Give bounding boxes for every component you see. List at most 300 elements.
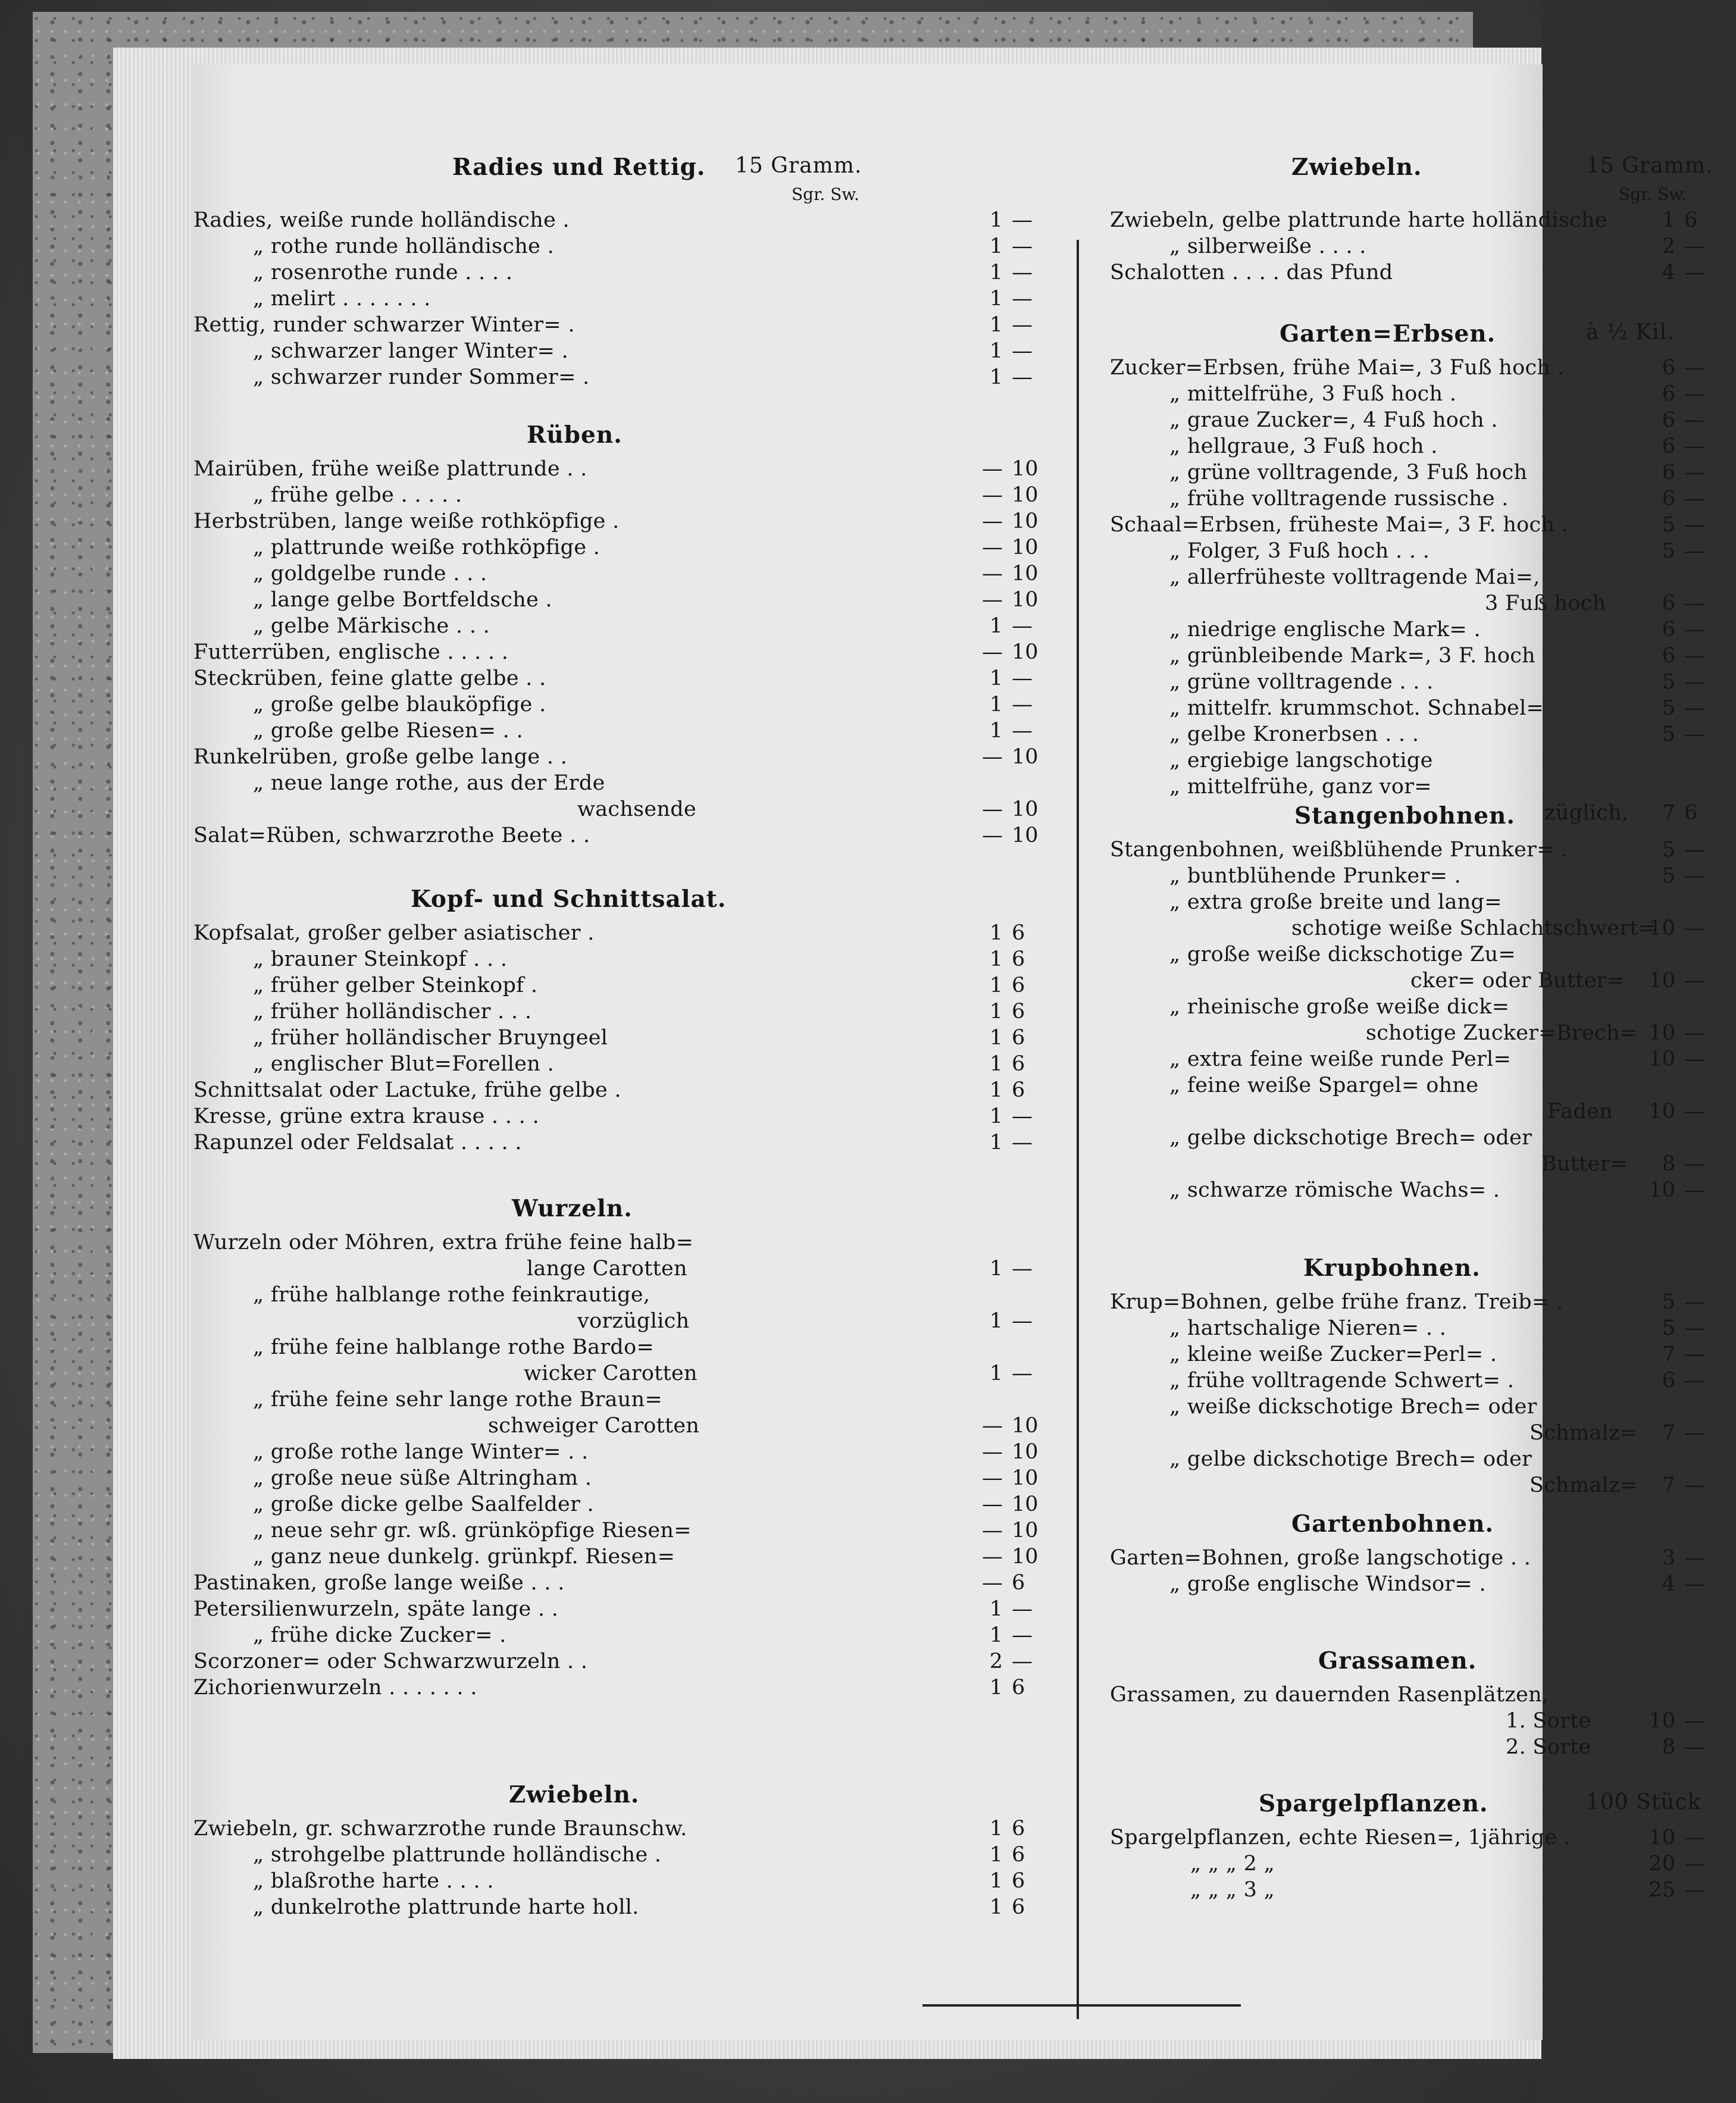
price-sw: 10 — [1012, 536, 1039, 559]
list-item — [193, 639, 1074, 666]
price-sgr: 1 — [989, 287, 1003, 311]
list-item — [1110, 994, 1736, 1021]
price-sgr: — — [982, 1519, 1003, 1542]
price-sgr: 1 — [989, 1362, 1003, 1385]
item-label: „ „ „ 3 „ — [1190, 1878, 1275, 1902]
item-label: züglich, — [1544, 801, 1629, 825]
list-item — [1110, 1177, 1736, 1204]
price-sw: — — [1684, 1021, 1705, 1045]
price-sgr: — — [982, 588, 1003, 612]
list-item — [193, 1570, 1074, 1597]
list-item — [1110, 207, 1736, 234]
price-sgr: 6 — [1662, 356, 1675, 380]
price-sgr: 1 — [989, 1257, 1003, 1281]
price-sw: 6 — [1012, 1895, 1025, 1919]
price-sw: — — [1684, 487, 1705, 511]
list-item — [193, 1360, 1074, 1387]
list-item — [1110, 590, 1736, 617]
item-label: „ weiße dickschotige Brech= oder — [1169, 1395, 1537, 1419]
price-sw: 6 — [1012, 1843, 1025, 1867]
price-sw: — — [1684, 1735, 1705, 1759]
price-sgr: 7 — [1662, 801, 1675, 825]
price-sgr: 6 — [1662, 487, 1675, 511]
price-sw: — — [1684, 670, 1705, 694]
price-sgr: 1 — [989, 693, 1003, 716]
price-sw: — — [1012, 1597, 1033, 1621]
item-label: Kresse, grüne extra krause . . . . — [193, 1104, 540, 1128]
list-item — [1110, 1151, 1736, 1178]
price-sw: — — [1012, 614, 1033, 638]
list-item — [193, 338, 1074, 365]
item-label: „ gelbe dickschotige Brech= oder — [1169, 1126, 1532, 1150]
item-label: Futterrüben, englische . . . . . — [193, 640, 509, 664]
price-sgr: 1 — [989, 1869, 1003, 1893]
list-item — [193, 822, 1074, 849]
list-item — [193, 946, 1074, 973]
list-item — [193, 482, 1074, 509]
price-sgr: 1 — [1662, 208, 1675, 232]
section-heading: Krupbohnen. — [1303, 1254, 1481, 1282]
price-sgr: — — [982, 483, 1003, 507]
item-label: „ große rothe lange Winter= . . — [253, 1440, 589, 1464]
list-item — [193, 1077, 1074, 1104]
list-item — [193, 456, 1074, 483]
price-sgr: 6 — [1662, 592, 1675, 615]
price-sgr: 6 — [1662, 434, 1675, 458]
price-sw: 6 — [1012, 1052, 1025, 1076]
list-item — [193, 744, 1074, 771]
item-label: Schnittsalat oder Lactuke, frühe gelbe . — [193, 1078, 621, 1102]
list-item — [193, 1622, 1074, 1649]
list-item — [1110, 1825, 1736, 1851]
price-sgr: 5 — [1662, 1316, 1675, 1340]
price-sgr: — — [982, 1440, 1003, 1464]
list-item — [1110, 1020, 1736, 1047]
item-label: „ brauner Steinkopf . . . — [253, 947, 508, 971]
list-item — [1110, 616, 1736, 643]
price-sgr: 25 — [1649, 1878, 1675, 1902]
list-item — [1110, 459, 1736, 486]
list-item — [193, 665, 1074, 692]
item-label: „ silberweiße . . . . — [1169, 234, 1366, 258]
list-item — [193, 1675, 1074, 1701]
price-sgr: 5 — [1662, 838, 1675, 862]
item-label: schotige Zucker=Brech= — [1366, 1021, 1638, 1045]
price-sw: — — [1012, 1131, 1033, 1154]
list-item — [1110, 486, 1736, 512]
price-sgr: — — [982, 1466, 1003, 1490]
price-sw: — — [1684, 234, 1705, 258]
price-sgr: 1 — [989, 1895, 1003, 1919]
section-heading: Radies und Rettig. — [452, 154, 706, 181]
list-item — [193, 259, 1074, 286]
list-item — [1110, 1125, 1736, 1151]
price-sgr: 5 — [1662, 722, 1675, 746]
price-sw: — — [1012, 287, 1033, 311]
price-sw: 6 — [1012, 1026, 1025, 1050]
price-sw: — — [1684, 261, 1705, 284]
price-sw: — — [1012, 1650, 1033, 1673]
list-item — [1110, 643, 1736, 669]
list-item — [193, 613, 1074, 640]
list-item — [1110, 407, 1736, 434]
price-sw: — — [1684, 696, 1705, 720]
item-label: Rapunzel oder Feldsalat . . . . . — [193, 1131, 522, 1154]
item-label: „ große weiße dickschotige Zu= — [1169, 943, 1516, 966]
price-sgr: 1 — [989, 921, 1003, 945]
price-sw: — — [1684, 1473, 1705, 1497]
price-sgr: 7 — [1662, 1342, 1675, 1366]
item-label: Schaal=Erbsen, früheste Mai=, 3 F. hoch . — [1110, 513, 1569, 537]
item-label: „ große neue süße Altringham . — [253, 1466, 592, 1490]
list-item — [1110, 889, 1736, 916]
list-item — [1110, 1877, 1736, 1904]
item-label: „ grüne volltragende, 3 Fuß hoch — [1169, 461, 1528, 484]
price-sw: — — [1012, 339, 1033, 363]
price-sw: — — [1684, 539, 1705, 563]
item-label: „ mittelfrühe, ganz vor= — [1169, 775, 1432, 799]
price-sgr: 1 — [989, 1843, 1003, 1867]
price-sgr: — — [982, 745, 1003, 769]
price-sgr: 5 — [1662, 670, 1675, 694]
price-sw: — — [1684, 1100, 1705, 1124]
list-item — [1110, 1734, 1736, 1761]
item-label: „ niedrige englische Mark= . — [1169, 618, 1481, 641]
price-sw: — — [1684, 1316, 1705, 1340]
item-label: wachsende — [577, 797, 697, 821]
list-item — [1110, 1367, 1736, 1394]
price-sw: — — [1012, 1257, 1033, 1281]
price-sw: — — [1012, 719, 1033, 743]
bottom-rule — [922, 2004, 1241, 2007]
item-label: 2. Sorte — [1506, 1735, 1591, 1759]
list-item — [1110, 863, 1736, 890]
item-label: Zwiebeln, gelbe plattrunde harte holländische — [1110, 208, 1607, 232]
price-sw: — — [1012, 261, 1033, 284]
item-label: „ grüne volltragende . . . — [1169, 670, 1434, 694]
price-sw: — — [1684, 1878, 1705, 1902]
item-label: Zwiebeln, gr. schwarzrothe runde Braunschw. — [193, 1817, 687, 1841]
price-sw: — — [1684, 461, 1705, 484]
price-sgr: 8 — [1662, 1735, 1675, 1759]
item-label: Steckrüben, feine glatte gelbe . . — [193, 666, 546, 690]
list-item — [193, 972, 1074, 999]
item-label: „ dunkelrothe plattrunde harte holl. — [253, 1895, 639, 1919]
item-label: „ frühe volltragende russische . — [1169, 487, 1509, 511]
price-sw: — — [1684, 434, 1705, 458]
item-label: „ mittelfr. krummschot. Schnabel= — [1169, 696, 1544, 720]
price-sgr: 10 — [1649, 1100, 1675, 1124]
section-heading: Rüben. — [527, 421, 623, 449]
item-label: „ „ „ 2 „ — [1190, 1852, 1275, 1876]
price-sw: — — [1684, 408, 1705, 432]
item-label: „ Folger, 3 Fuß hoch . . . — [1169, 539, 1430, 563]
price-sw: — — [1684, 1709, 1705, 1733]
price-sgr: 1 — [989, 1309, 1003, 1333]
item-label: Schmalz= — [1529, 1421, 1638, 1445]
list-item — [193, 1051, 1074, 1078]
price-sw: — — [1684, 1369, 1705, 1392]
list-item — [193, 1842, 1074, 1869]
item-label: Rettig, runder schwarzer Winter= . — [193, 313, 575, 337]
section-heading: Grassamen. — [1318, 1647, 1477, 1675]
price-sgr: 10 — [1649, 969, 1675, 993]
price-sgr: — — [982, 824, 1003, 847]
list-item — [1110, 774, 1736, 800]
price-sgr: 10 — [1649, 1709, 1675, 1733]
list-item — [193, 312, 1074, 339]
price-sgr: 5 — [1662, 513, 1675, 537]
list-item — [193, 1229, 1074, 1256]
price-sw: — — [1012, 1623, 1033, 1647]
list-item — [193, 1648, 1074, 1675]
list-item — [193, 1491, 1074, 1518]
list-item — [193, 534, 1074, 561]
item-label: Salat=Rüben, schwarzrothe Beete . . — [193, 824, 590, 847]
price-sw: — — [1684, 838, 1705, 862]
list-item — [193, 1387, 1074, 1413]
item-label: „ grünbleibende Mark=, 3 F. hoch — [1169, 644, 1535, 668]
price-sgr: 5 — [1662, 864, 1675, 888]
list-item — [1110, 1571, 1736, 1598]
item-label: Faden — [1547, 1100, 1613, 1124]
item-label: „ frühe feine halblange rothe Bardo= — [253, 1335, 655, 1359]
price-sw: — — [1684, 1546, 1705, 1570]
list-item — [1110, 1099, 1736, 1125]
price-sw: 6 — [1012, 1869, 1025, 1893]
price-sw: — — [1012, 1104, 1033, 1128]
price-sw: 6 — [1012, 1571, 1025, 1595]
list-item — [1110, 669, 1736, 696]
column-headers: Sgr. Sw. — [1619, 184, 1687, 204]
item-label: Zichorienwurzeln . . . . . . . — [193, 1676, 477, 1700]
list-item — [1110, 721, 1736, 748]
item-label: „ gelbe dickschotige Brech= oder — [1169, 1447, 1532, 1471]
price-sgr: 6 — [1662, 644, 1675, 668]
price-sw: 6 — [1012, 921, 1025, 945]
list-item — [1110, 915, 1736, 942]
item-label: Runkelrüben, große gelbe lange . . — [193, 745, 568, 769]
price-sgr: 1 — [989, 313, 1003, 337]
price-sgr: — — [982, 1492, 1003, 1516]
item-label: „ rothe runde holländische . — [253, 234, 555, 258]
item-label: „ frühe volltragende Schwert= . — [1169, 1369, 1515, 1392]
list-item — [1110, 381, 1736, 408]
price-sgr: 6 — [1662, 1369, 1675, 1392]
price-sw: 10 — [1012, 1466, 1039, 1490]
item-label: „ extra feine weiße runde Perl= — [1169, 1047, 1512, 1071]
item-label: lange Carotten — [527, 1257, 687, 1281]
list-item — [193, 1517, 1074, 1544]
price-sgr: — — [982, 509, 1003, 533]
price-sgr: 4 — [1662, 261, 1675, 284]
list-item — [193, 999, 1074, 1025]
section-heading: Wurzeln. — [512, 1195, 633, 1222]
list-item — [1110, 837, 1736, 863]
price-sgr: 2 — [989, 1650, 1003, 1673]
list-item — [1110, 1072, 1736, 1099]
price-sgr: 10 — [1649, 1047, 1675, 1071]
item-label: „ große gelbe blauköpfige . — [253, 693, 546, 716]
column-headers: Sgr. Sw. — [792, 184, 859, 204]
list-item — [193, 1868, 1074, 1895]
list-item — [193, 718, 1074, 744]
price-sw: — — [1684, 1342, 1705, 1366]
item-label: Spargelpflanzen, echte Riesen=, 1jährige . — [1110, 1826, 1571, 1849]
price-sw: — — [1684, 592, 1705, 615]
price-sgr: 4 — [1662, 1572, 1675, 1596]
item-label: schweiger Carotten — [488, 1414, 700, 1438]
list-item — [193, 1308, 1074, 1335]
price-sw: — — [1684, 644, 1705, 668]
item-label: „ plattrunde weiße rothköpfige . — [253, 536, 600, 559]
item-label: „ graue Zucker=, 4 Fuß hoch . — [1169, 408, 1498, 432]
item-label: Stangenbohnen, weißblühende Prunker= . — [1110, 838, 1568, 862]
item-label: Schmalz= — [1529, 1473, 1638, 1497]
item-label: vorzüglich — [577, 1309, 690, 1333]
price-sgr: 1 — [989, 1623, 1003, 1647]
item-label: „ lange gelbe Bortfeldsche . — [253, 588, 552, 612]
price-sgr: 2 — [1662, 234, 1675, 258]
item-label: „ extra große breite und lang= — [1169, 890, 1502, 914]
list-item — [1110, 1682, 1736, 1708]
list-item — [1110, 1472, 1736, 1499]
section-heading: Zwiebeln. — [509, 1781, 640, 1808]
price-sgr: 10 — [1649, 1826, 1675, 1849]
list-item — [1110, 1341, 1736, 1368]
price-sw: 10 — [1012, 745, 1039, 769]
item-label: „ gelbe Kronerbsen . . . — [1169, 722, 1419, 746]
list-item — [193, 1544, 1074, 1570]
item-label: Scorzoner= oder Schwarzwurzeln . . — [193, 1650, 588, 1673]
price-sw: 10 — [1012, 824, 1039, 847]
list-item — [1110, 1851, 1736, 1877]
catalog-page — [193, 64, 1713, 2040]
price-sw: — — [1684, 1152, 1705, 1176]
item-label: „ goldgelbe runde . . . — [253, 562, 487, 586]
price-sgr: — — [982, 562, 1003, 586]
price-sw: — — [1012, 313, 1033, 337]
price-sgr: 10 — [1649, 916, 1675, 940]
price-sw: — — [1684, 513, 1705, 537]
list-item — [1110, 747, 1736, 774]
price-sgr: 7 — [1662, 1473, 1675, 1497]
price-sw: — — [1012, 1362, 1033, 1385]
item-label: cker= oder Butter= — [1410, 969, 1625, 993]
item-label: „ allerfrüheste volltragende Mai=, — [1169, 565, 1540, 589]
price-sw: — — [1684, 1572, 1705, 1596]
section-unit: 15 Gramm. — [735, 154, 862, 178]
item-label: Wurzeln oder Möhren, extra frühe feine halb= — [193, 1231, 694, 1254]
price-sgr: 1 — [989, 339, 1003, 363]
price-sgr: — — [982, 457, 1003, 481]
section-unit: 15 Gramm. — [1586, 154, 1713, 178]
item-label: „ frühe dicke Zucker= . — [253, 1623, 506, 1647]
item-label: „ melirt . . . . . . . — [253, 287, 431, 311]
price-sgr: 1 — [989, 208, 1003, 232]
item-label: „ buntblühende Prunker= . — [1169, 864, 1462, 888]
section-heading: Kopf- und Schnittsalat. — [411, 885, 727, 913]
list-item — [193, 233, 1074, 260]
list-item — [193, 1129, 1074, 1156]
price-sw: — — [1684, 864, 1705, 888]
item-label: Zucker=Erbsen, frühe Mai=, 3 Fuß hoch . — [1110, 356, 1565, 380]
price-sgr: 3 — [1662, 1546, 1675, 1570]
list-item — [193, 691, 1074, 718]
list-item — [1110, 538, 1736, 565]
item-label: „ schwarze römische Wachs= . — [1169, 1178, 1500, 1202]
price-sgr: 10 — [1649, 1021, 1675, 1045]
list-item — [1110, 1289, 1736, 1316]
price-sw: 10 — [1012, 797, 1039, 821]
list-item — [1110, 564, 1736, 591]
price-sgr: 1 — [989, 719, 1003, 743]
price-sgr: 1 — [989, 365, 1003, 389]
price-sw: — — [1684, 1047, 1705, 1071]
item-label: „ hellgraue, 3 Fuß hoch . — [1169, 434, 1438, 458]
item-label: Pastinaken, große lange weiße . . . — [193, 1571, 565, 1595]
price-sgr: 1 — [989, 1052, 1003, 1076]
item-label: „ früher holländischer . . . — [253, 1000, 532, 1024]
item-label: Garten=Bohnen, große langschotige . . — [1110, 1546, 1531, 1570]
list-item — [193, 1256, 1074, 1282]
price-sgr: 1 — [989, 1104, 1003, 1128]
item-label: „ frühe feine sehr lange rothe Braun= — [253, 1388, 663, 1412]
list-item — [193, 364, 1074, 391]
item-label: „ neue sehr gr. wß. grünköpfige Riesen= — [253, 1519, 692, 1542]
item-label: „ gelbe Märkische . . . — [253, 614, 490, 638]
price-sw: — — [1012, 693, 1033, 716]
item-label: „ strohgelbe plattrunde holländische . — [253, 1843, 662, 1867]
list-item — [1110, 1545, 1736, 1572]
price-sw: 6 — [1012, 1000, 1025, 1024]
item-label: Butter= — [1541, 1152, 1628, 1176]
price-sw: 10 — [1012, 1492, 1039, 1516]
list-item — [193, 1439, 1074, 1466]
item-label: Petersilienwurzeln, späte lange . . — [193, 1597, 559, 1621]
item-label: 3 Fuß hoch — [1485, 592, 1606, 615]
item-label: „ mittelfrühe, 3 Fuß hoch . — [1169, 382, 1457, 406]
item-label: „ rheinische große weiße dick= — [1169, 995, 1510, 1019]
list-item — [193, 1894, 1074, 1921]
item-label: „ ganz neue dunkelg. grünkpf. Riesen= — [253, 1545, 675, 1569]
price-sgr: 7 — [1662, 1421, 1675, 1445]
price-sgr: 1 — [989, 1676, 1003, 1700]
price-sgr: — — [982, 1414, 1003, 1438]
list-item — [193, 1816, 1074, 1842]
list-item — [193, 1282, 1074, 1309]
section-unit: 100 Stück — [1586, 1790, 1701, 1814]
price-sw: — — [1684, 1826, 1705, 1849]
list-item — [1110, 259, 1736, 286]
item-label: Krup=Bohnen, gelbe frühe franz. Treib= . — [1110, 1290, 1563, 1314]
price-sgr: 1 — [989, 666, 1003, 690]
column-divider — [1077, 240, 1079, 2019]
item-label: Schalotten . . . . das Pfund — [1110, 261, 1393, 284]
price-sw: 6 — [1012, 947, 1025, 971]
price-sgr: 1 — [989, 1597, 1003, 1621]
price-sgr: 20 — [1649, 1852, 1675, 1876]
item-label: wicker Carotten — [524, 1362, 697, 1385]
price-sw: 6 — [1012, 1078, 1025, 1102]
price-sgr: 5 — [1662, 539, 1675, 563]
item-label: „ blaßrothe harte . . . . — [253, 1869, 494, 1893]
price-sw: — — [1012, 1309, 1033, 1333]
price-sw: 10 — [1012, 588, 1039, 612]
item-label: „ früher gelber Steinkopf . — [253, 974, 538, 997]
price-sw: 10 — [1012, 483, 1039, 507]
section-heading: Garten=Erbsen. — [1280, 320, 1496, 348]
